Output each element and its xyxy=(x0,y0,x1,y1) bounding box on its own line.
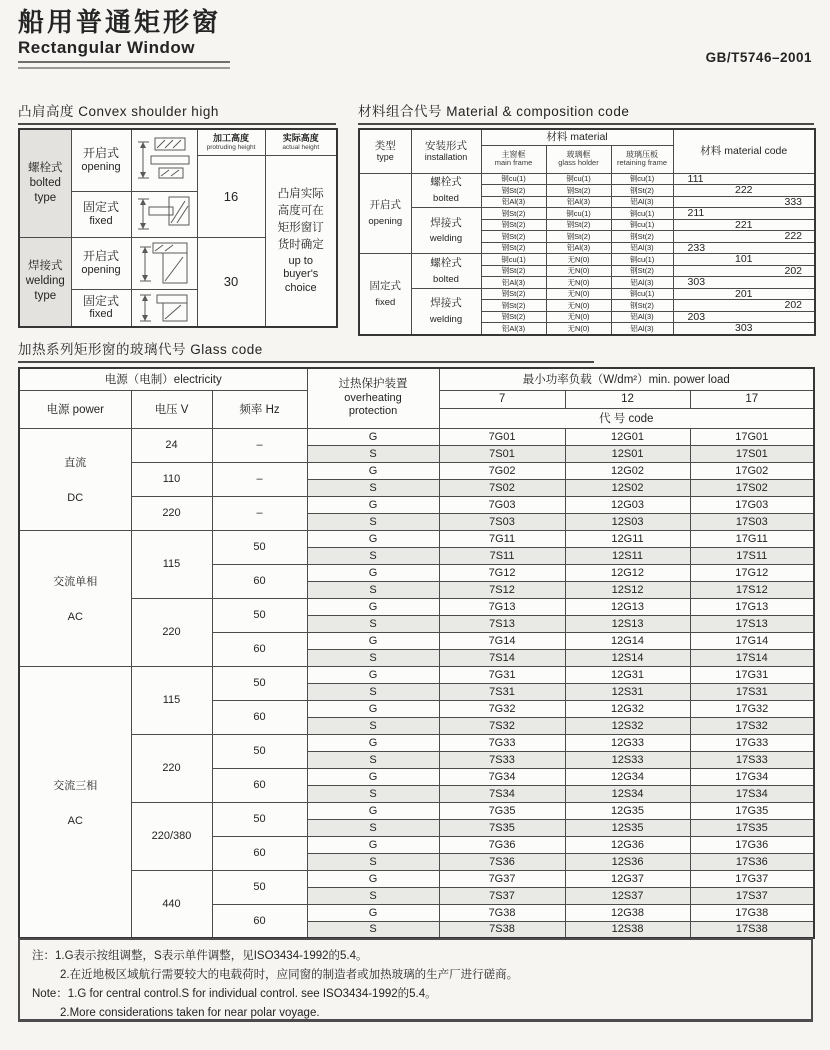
retaining-frame-material: 铝Al(3) xyxy=(611,196,673,208)
material-code-value: 221 xyxy=(673,219,815,231)
material-code-value: 203 xyxy=(673,311,815,323)
glass-holder-material: 铜cu(1) xyxy=(546,173,611,185)
glass-code-17: 17S37 xyxy=(690,887,814,904)
glass-holder-material: 无N(0) xyxy=(546,288,611,300)
glass-code-17: 17G34 xyxy=(690,768,814,785)
glass-holder-material: 无N(0) xyxy=(546,277,611,289)
glass-code-17: 17S14 xyxy=(690,649,814,666)
mode-cell-fixed: 固定式 fixed xyxy=(71,289,131,327)
glass-code-7: 7S11 xyxy=(439,547,565,564)
page-title-zh: 船用普通矩形窗 xyxy=(18,7,222,37)
frequency-cell: 60 xyxy=(212,564,307,598)
material-code-value: 303 xyxy=(673,323,815,335)
frequency-cell: 50 xyxy=(212,666,307,700)
glass-code-12: 12S32 xyxy=(565,717,690,734)
protection-cell: S xyxy=(307,819,439,836)
material-code-header: 材料 material code xyxy=(673,129,815,173)
frequency-cell: – xyxy=(212,462,307,496)
section-diagram-welding-opening xyxy=(133,239,195,287)
section-diagram-cell xyxy=(131,191,197,237)
glass-code-17: 17S13 xyxy=(690,615,814,632)
protection-cell: S xyxy=(307,581,439,598)
glass-code-17: 17S33 xyxy=(690,751,814,768)
frequency-cell: – xyxy=(212,496,307,530)
mode-cell-opening: 开启式 opening xyxy=(71,237,131,289)
glass-code-7: 7S14 xyxy=(439,649,565,666)
glass-code-12: 12S33 xyxy=(565,751,690,768)
mode-cell-opening: 开启式 opening xyxy=(71,129,131,191)
retaining-frame-material: 铜cu(1) xyxy=(611,173,673,185)
voltage-cell: 115 xyxy=(131,666,212,734)
frequency-cell: 60 xyxy=(212,768,307,802)
retaining-frame-material: 钢St(2) xyxy=(611,300,673,312)
glass-code-7: 7G33 xyxy=(439,734,565,751)
glass-code-17: 17S12 xyxy=(690,581,814,598)
load-col-7: 7 xyxy=(439,390,565,408)
frequency-cell: – xyxy=(212,428,307,462)
protection-cell: G xyxy=(307,496,439,513)
protection-cell: S xyxy=(307,785,439,802)
section-diagram-cell xyxy=(131,289,197,327)
glass-code-row xyxy=(19,734,814,751)
glass-code-row xyxy=(19,462,814,479)
frequency-header: 频率 Hz xyxy=(212,390,307,428)
main-frame-material: 钢St(2) xyxy=(481,242,546,254)
frequency-cell: 50 xyxy=(212,598,307,632)
glass-holder-material: 无N(0) xyxy=(546,265,611,277)
actual-height-header: 实际高度 actual height xyxy=(265,129,337,155)
glass-code-12: 12G33 xyxy=(565,734,690,751)
glass-code-7: 7S31 xyxy=(439,683,565,700)
glass-code-7: 7S13 xyxy=(439,615,565,632)
glass-code-7: 7S38 xyxy=(439,921,565,938)
protection-cell: G xyxy=(307,666,439,683)
protection-cell: S xyxy=(307,921,439,938)
installation-header: 安装形式 installation xyxy=(411,129,481,173)
glass-code-17: 17S34 xyxy=(690,785,814,802)
glass-code-7: 7G34 xyxy=(439,768,565,785)
material-code-value: 333 xyxy=(673,196,815,208)
glass-holder-material: 铜cu(1) xyxy=(546,208,611,220)
glass-code-17: 17S38 xyxy=(690,921,814,938)
frequency-cell: 50 xyxy=(212,734,307,768)
protection-cell: G xyxy=(307,530,439,547)
voltage-header: 电压 V xyxy=(131,390,212,428)
convex-shoulder-table xyxy=(18,128,338,328)
protection-cell: S xyxy=(307,615,439,632)
glass-code-12: 12G03 xyxy=(565,496,690,513)
retaining-frame-header: 玻璃压板 retaining frame xyxy=(611,145,673,173)
protection-cell: S xyxy=(307,887,439,904)
protection-cell: S xyxy=(307,683,439,700)
type-group-cell: 固定式 fixed xyxy=(359,254,411,335)
retaining-frame-material: 铝Al(3) xyxy=(611,277,673,289)
glass-code-17: 17S35 xyxy=(690,819,814,836)
glass-code-12: 12S14 xyxy=(565,649,690,666)
glass-code-7: 7G12 xyxy=(439,564,565,581)
main-frame-material: 钢St(2) xyxy=(481,219,546,231)
note-line: Note：1.G for central control.S for individual control. see ISO3434-1992的5.4。 xyxy=(32,988,437,1000)
glass-code-7: 7G31 xyxy=(439,666,565,683)
main-frame-material: 铝Al(3) xyxy=(481,277,546,289)
glass-holder-material: 铝Al(3) xyxy=(546,196,611,208)
voltage-cell: 110 xyxy=(131,462,212,496)
material-code-value: 303 xyxy=(673,277,815,289)
glass-code-12: 12S36 xyxy=(565,853,690,870)
frequency-cell: 50 xyxy=(212,530,307,564)
main-frame-material: 铜cu(1) xyxy=(481,173,546,185)
glass-code-12: 12S13 xyxy=(565,615,690,632)
electricity-header: 电源（电制）electricity xyxy=(19,368,307,390)
installation-group-cell: 焊接式 welding xyxy=(411,208,481,254)
material-code-value: 202 xyxy=(673,300,815,312)
glass-code-17: 17G14 xyxy=(690,632,814,649)
material-row xyxy=(359,173,815,185)
installation-group-cell: 螺栓式 bolted xyxy=(411,254,481,289)
retaining-frame-material: 铜cu(1) xyxy=(611,254,673,266)
glass-code-12: 12S37 xyxy=(565,887,690,904)
glass-code-12: 12G11 xyxy=(565,530,690,547)
glass-code-7: 7S32 xyxy=(439,717,565,734)
glass-holder-material: 无N(0) xyxy=(546,300,611,312)
glass-code-17: 17S02 xyxy=(690,479,814,496)
retaining-frame-material: 铜cu(1) xyxy=(611,208,673,220)
glass-code-12: 12G37 xyxy=(565,870,690,887)
retaining-frame-material: 铜cu(1) xyxy=(611,219,673,231)
glass-code-7: 7G36 xyxy=(439,836,565,853)
power-group-cell: 直流 DC xyxy=(19,428,131,530)
glass-code-row xyxy=(19,428,814,445)
convex-shoulder-section xyxy=(18,100,336,328)
installation-group-cell: 焊接式 welding xyxy=(411,288,481,335)
glass-code-17: 17S36 xyxy=(690,853,814,870)
voltage-cell: 220 xyxy=(131,734,212,802)
machining-height-welding: 30 xyxy=(197,237,265,327)
glass-holder-material: 钢St(2) xyxy=(546,185,611,197)
glass-code-17: 17G03 xyxy=(690,496,814,513)
glass-code-12: 12S02 xyxy=(565,479,690,496)
glass-code-row xyxy=(19,530,814,547)
section-diagram-cell xyxy=(131,129,197,191)
protection-cell: G xyxy=(307,428,439,445)
glass-code-7: 7S33 xyxy=(439,751,565,768)
frequency-cell: 60 xyxy=(212,700,307,734)
material-code-value: 111 xyxy=(673,173,815,185)
glass-code-17: 17S11 xyxy=(690,547,814,564)
glass-code-12: 12G31 xyxy=(565,666,690,683)
protection-cell: S xyxy=(307,751,439,768)
glass-code-17: 17S31 xyxy=(690,683,814,700)
glass-code-12: 12G34 xyxy=(565,768,690,785)
main-frame-material: 铝Al(3) xyxy=(481,196,546,208)
machining-height-bolted: 16 xyxy=(197,155,265,237)
glass-holder-material: 无N(0) xyxy=(546,254,611,266)
glass-code-7: 7G14 xyxy=(439,632,565,649)
protection-cell: G xyxy=(307,734,439,751)
material-row xyxy=(359,208,815,220)
glass-code-7: 7S12 xyxy=(439,581,565,598)
voltage-cell: 24 xyxy=(131,428,212,462)
material-row xyxy=(359,254,815,266)
retaining-frame-material: 钢St(2) xyxy=(611,231,673,243)
glass-code-7: 7G32 xyxy=(439,700,565,717)
type-label-zh: 螺栓式 xyxy=(28,161,63,174)
overheating-protection-header: 过热保护装置 overheating protection xyxy=(307,368,439,428)
document-header xyxy=(18,8,230,69)
glass-code-table xyxy=(18,367,815,939)
glass-code-12: 12S31 xyxy=(565,683,690,700)
glass-code-17: 17G31 xyxy=(690,666,814,683)
glass-code-12: 12S12 xyxy=(565,581,690,598)
glass-code-7: 7S35 xyxy=(439,819,565,836)
glass-code-7: 7S01 xyxy=(439,445,565,462)
protection-cell: S xyxy=(307,445,439,462)
glass-code-12: 12G01 xyxy=(565,428,690,445)
protection-cell: G xyxy=(307,598,439,615)
glass-code-12: 12S01 xyxy=(565,445,690,462)
material-code-value: 101 xyxy=(673,254,815,266)
main-frame-material: 钢St(2) xyxy=(481,208,546,220)
glass-holder-header: 玻璃框 glass holder xyxy=(546,145,611,173)
glass-code-row xyxy=(19,666,814,683)
glass-code-17: 17G33 xyxy=(690,734,814,751)
frequency-cell: 60 xyxy=(212,904,307,938)
type-label-en: bolted xyxy=(29,176,61,189)
protection-cell: G xyxy=(307,700,439,717)
section-diagram-cell xyxy=(131,237,197,289)
voltage-cell: 115 xyxy=(131,530,212,598)
glass-code-17: 17G37 xyxy=(690,870,814,887)
voltage-cell: 220 xyxy=(131,598,212,666)
page-title-en: Rectangular Window xyxy=(18,37,195,57)
load-col-17: 17 xyxy=(690,390,814,408)
material-code-value: 233 xyxy=(673,242,815,254)
voltage-cell: 440 xyxy=(131,870,212,938)
section-diagram-bolted-opening xyxy=(133,132,195,188)
title-rule xyxy=(18,61,230,69)
glass-code-12: 12G13 xyxy=(565,598,690,615)
glass-code-17: 17G36 xyxy=(690,836,814,853)
glass-code-7: 7G35 xyxy=(439,802,565,819)
protection-cell: S xyxy=(307,649,439,666)
glass-code-12: 12G38 xyxy=(565,904,690,921)
glass-code-7: 7G11 xyxy=(439,530,565,547)
protection-cell: S xyxy=(307,717,439,734)
glass-code-12: 12S03 xyxy=(565,513,690,530)
glass-code-7: 7S03 xyxy=(439,513,565,530)
material-code-title: 材料组合代号 Material & composition code xyxy=(358,100,814,125)
frequency-cell: 50 xyxy=(212,802,307,836)
main-frame-material: 铜cu(1) xyxy=(481,254,546,266)
material-code-value: 222 xyxy=(673,231,815,243)
mode-cell-fixed: 固定式 fixed xyxy=(71,191,131,237)
glass-code-row xyxy=(19,598,814,615)
glass-holder-material: 无N(0) xyxy=(546,323,611,335)
protection-cell: S xyxy=(307,479,439,496)
material-code-value: 202 xyxy=(673,265,815,277)
glass-code-17: 17G01 xyxy=(690,428,814,445)
glass-code-7: 7S37 xyxy=(439,887,565,904)
convex-shoulder-title: 凸肩高度 Convex shoulder high xyxy=(18,100,336,125)
section-diagram-bolted-fixed xyxy=(133,193,195,235)
protection-cell: G xyxy=(307,564,439,581)
protection-cell: G xyxy=(307,904,439,921)
glass-code-12: 12S38 xyxy=(565,921,690,938)
glass-code-17: 17G11 xyxy=(690,530,814,547)
material-code-value: 222 xyxy=(673,185,815,197)
protection-cell: G xyxy=(307,802,439,819)
glass-code-section xyxy=(18,338,813,939)
frequency-cell: 60 xyxy=(212,632,307,666)
type-group-cell: 开启式 opening xyxy=(359,173,411,254)
main-frame-material: 钢St(2) xyxy=(481,265,546,277)
glass-code-17: 17G38 xyxy=(690,904,814,921)
type-header: 类型 type xyxy=(359,129,411,173)
glass-code-12: 12G36 xyxy=(565,836,690,853)
power-header: 电源 power xyxy=(19,390,131,428)
main-frame-material: 钢St(2) xyxy=(481,231,546,243)
glass-code-row xyxy=(19,496,814,513)
glass-code-17: 17G32 xyxy=(690,700,814,717)
machining-height-header: 加工高度 protruding height xyxy=(197,129,265,155)
main-frame-material: 钢St(2) xyxy=(481,185,546,197)
actual-height-note: 凸肩实际高度可在矩形窗订货时确定 up to buyer's choice xyxy=(265,155,337,327)
glass-code-17: 17S03 xyxy=(690,513,814,530)
glass-code-7: 7G37 xyxy=(439,870,565,887)
retaining-frame-material: 铜cu(1) xyxy=(611,288,673,300)
protection-cell: G xyxy=(307,870,439,887)
installation-group-cell: 螺栓式 bolted xyxy=(411,173,481,208)
material-code-section xyxy=(358,100,814,336)
glass-code-17: 17G13 xyxy=(690,598,814,615)
min-power-load-header: 最小功率负载（W/dm²）min. power load xyxy=(439,368,814,390)
voltage-cell: 220/380 xyxy=(131,802,212,870)
glass-code-17: 17G02 xyxy=(690,462,814,479)
glass-code-12: 12G02 xyxy=(565,462,690,479)
glass-holder-material: 钢St(2) xyxy=(546,219,611,231)
section-diagram-welding-fixed xyxy=(133,291,195,325)
main-frame-material: 钢St(2) xyxy=(481,300,546,312)
glass-code-7: 7G01 xyxy=(439,428,565,445)
note-line: 2.在近地极区域航行需要较大的电载荷时，应同窗的制造者或加热玻璃的生产厂进行磋商。 xyxy=(60,969,519,981)
protection-cell: G xyxy=(307,632,439,649)
material-code-table xyxy=(358,128,816,336)
load-col-12: 12 xyxy=(565,390,690,408)
protection-cell: G xyxy=(307,768,439,785)
glass-code-12: 12S11 xyxy=(565,547,690,564)
glass-holder-material: 铝Al(3) xyxy=(546,242,611,254)
glass-code-12: 12S34 xyxy=(565,785,690,802)
material-header: 材料 material xyxy=(481,129,673,145)
main-frame-material: 铝Al(3) xyxy=(481,323,546,335)
material-code-value: 201 xyxy=(673,288,815,300)
retaining-frame-material: 铝Al(3) xyxy=(611,242,673,254)
note-line: 2.More considerations taken for near polar voyage. xyxy=(60,1007,320,1019)
glass-holder-material: 钢St(2) xyxy=(546,231,611,243)
retaining-frame-material: 铝Al(3) xyxy=(611,311,673,323)
main-frame-header: 主窗框 main frame xyxy=(481,145,546,173)
retaining-frame-material: 钢St(2) xyxy=(611,185,673,197)
retaining-frame-material: 钢St(2) xyxy=(611,265,673,277)
glass-code-row xyxy=(19,802,814,819)
power-group-cell: 交流单相 AC xyxy=(19,530,131,666)
glass-code-7: 7S34 xyxy=(439,785,565,802)
power-group-cell: 交流三相 AC xyxy=(19,666,131,938)
glass-code-7: 7G03 xyxy=(439,496,565,513)
glass-code-title: 加热系列矩形窗的玻璃代号 Glass code xyxy=(18,338,594,363)
glass-code-7: 7G13 xyxy=(439,598,565,615)
protection-cell: S xyxy=(307,513,439,530)
glass-code-7: 7G02 xyxy=(439,462,565,479)
notes-box xyxy=(18,938,813,1022)
glass-code-17: 17G35 xyxy=(690,802,814,819)
glass-code-7: 7S36 xyxy=(439,853,565,870)
material-code-value: 211 xyxy=(673,208,815,220)
retaining-frame-material: 铝Al(3) xyxy=(611,323,673,335)
glass-holder-material: 无N(0) xyxy=(546,311,611,323)
frequency-cell: 60 xyxy=(212,836,307,870)
type-cell-welding: 焊接式 welding type xyxy=(19,237,71,327)
protection-cell: S xyxy=(307,547,439,564)
glass-code-7: 7G38 xyxy=(439,904,565,921)
glass-code-17: 17S32 xyxy=(690,717,814,734)
glass-code-row xyxy=(19,870,814,887)
main-frame-material: 钢St(2) xyxy=(481,311,546,323)
protection-cell: G xyxy=(307,836,439,853)
glass-code-12: 12G35 xyxy=(565,802,690,819)
frequency-cell: 50 xyxy=(212,870,307,904)
glass-code-12: 12S35 xyxy=(565,819,690,836)
protection-cell: G xyxy=(307,462,439,479)
standard-code: GB/T5746–2001 xyxy=(705,50,812,65)
glass-code-7: 7S02 xyxy=(439,479,565,496)
note-line: 注：1.G表示按组调整，S表示单件调整，见ISO3434-1992的5.4。 xyxy=(32,950,368,962)
glass-code-12: 12G14 xyxy=(565,632,690,649)
glass-code-17: 17G12 xyxy=(690,564,814,581)
main-frame-material: 钢St(2) xyxy=(481,288,546,300)
glass-code-12: 12G12 xyxy=(565,564,690,581)
voltage-cell: 220 xyxy=(131,496,212,530)
glass-code-17: 17S01 xyxy=(690,445,814,462)
type-cell-bolted xyxy=(19,129,71,237)
glass-code-12: 12G32 xyxy=(565,700,690,717)
protection-cell: S xyxy=(307,853,439,870)
type-label-suffix: type xyxy=(34,191,57,204)
code-label-header: 代 号 code xyxy=(439,408,814,428)
material-row xyxy=(359,288,815,300)
